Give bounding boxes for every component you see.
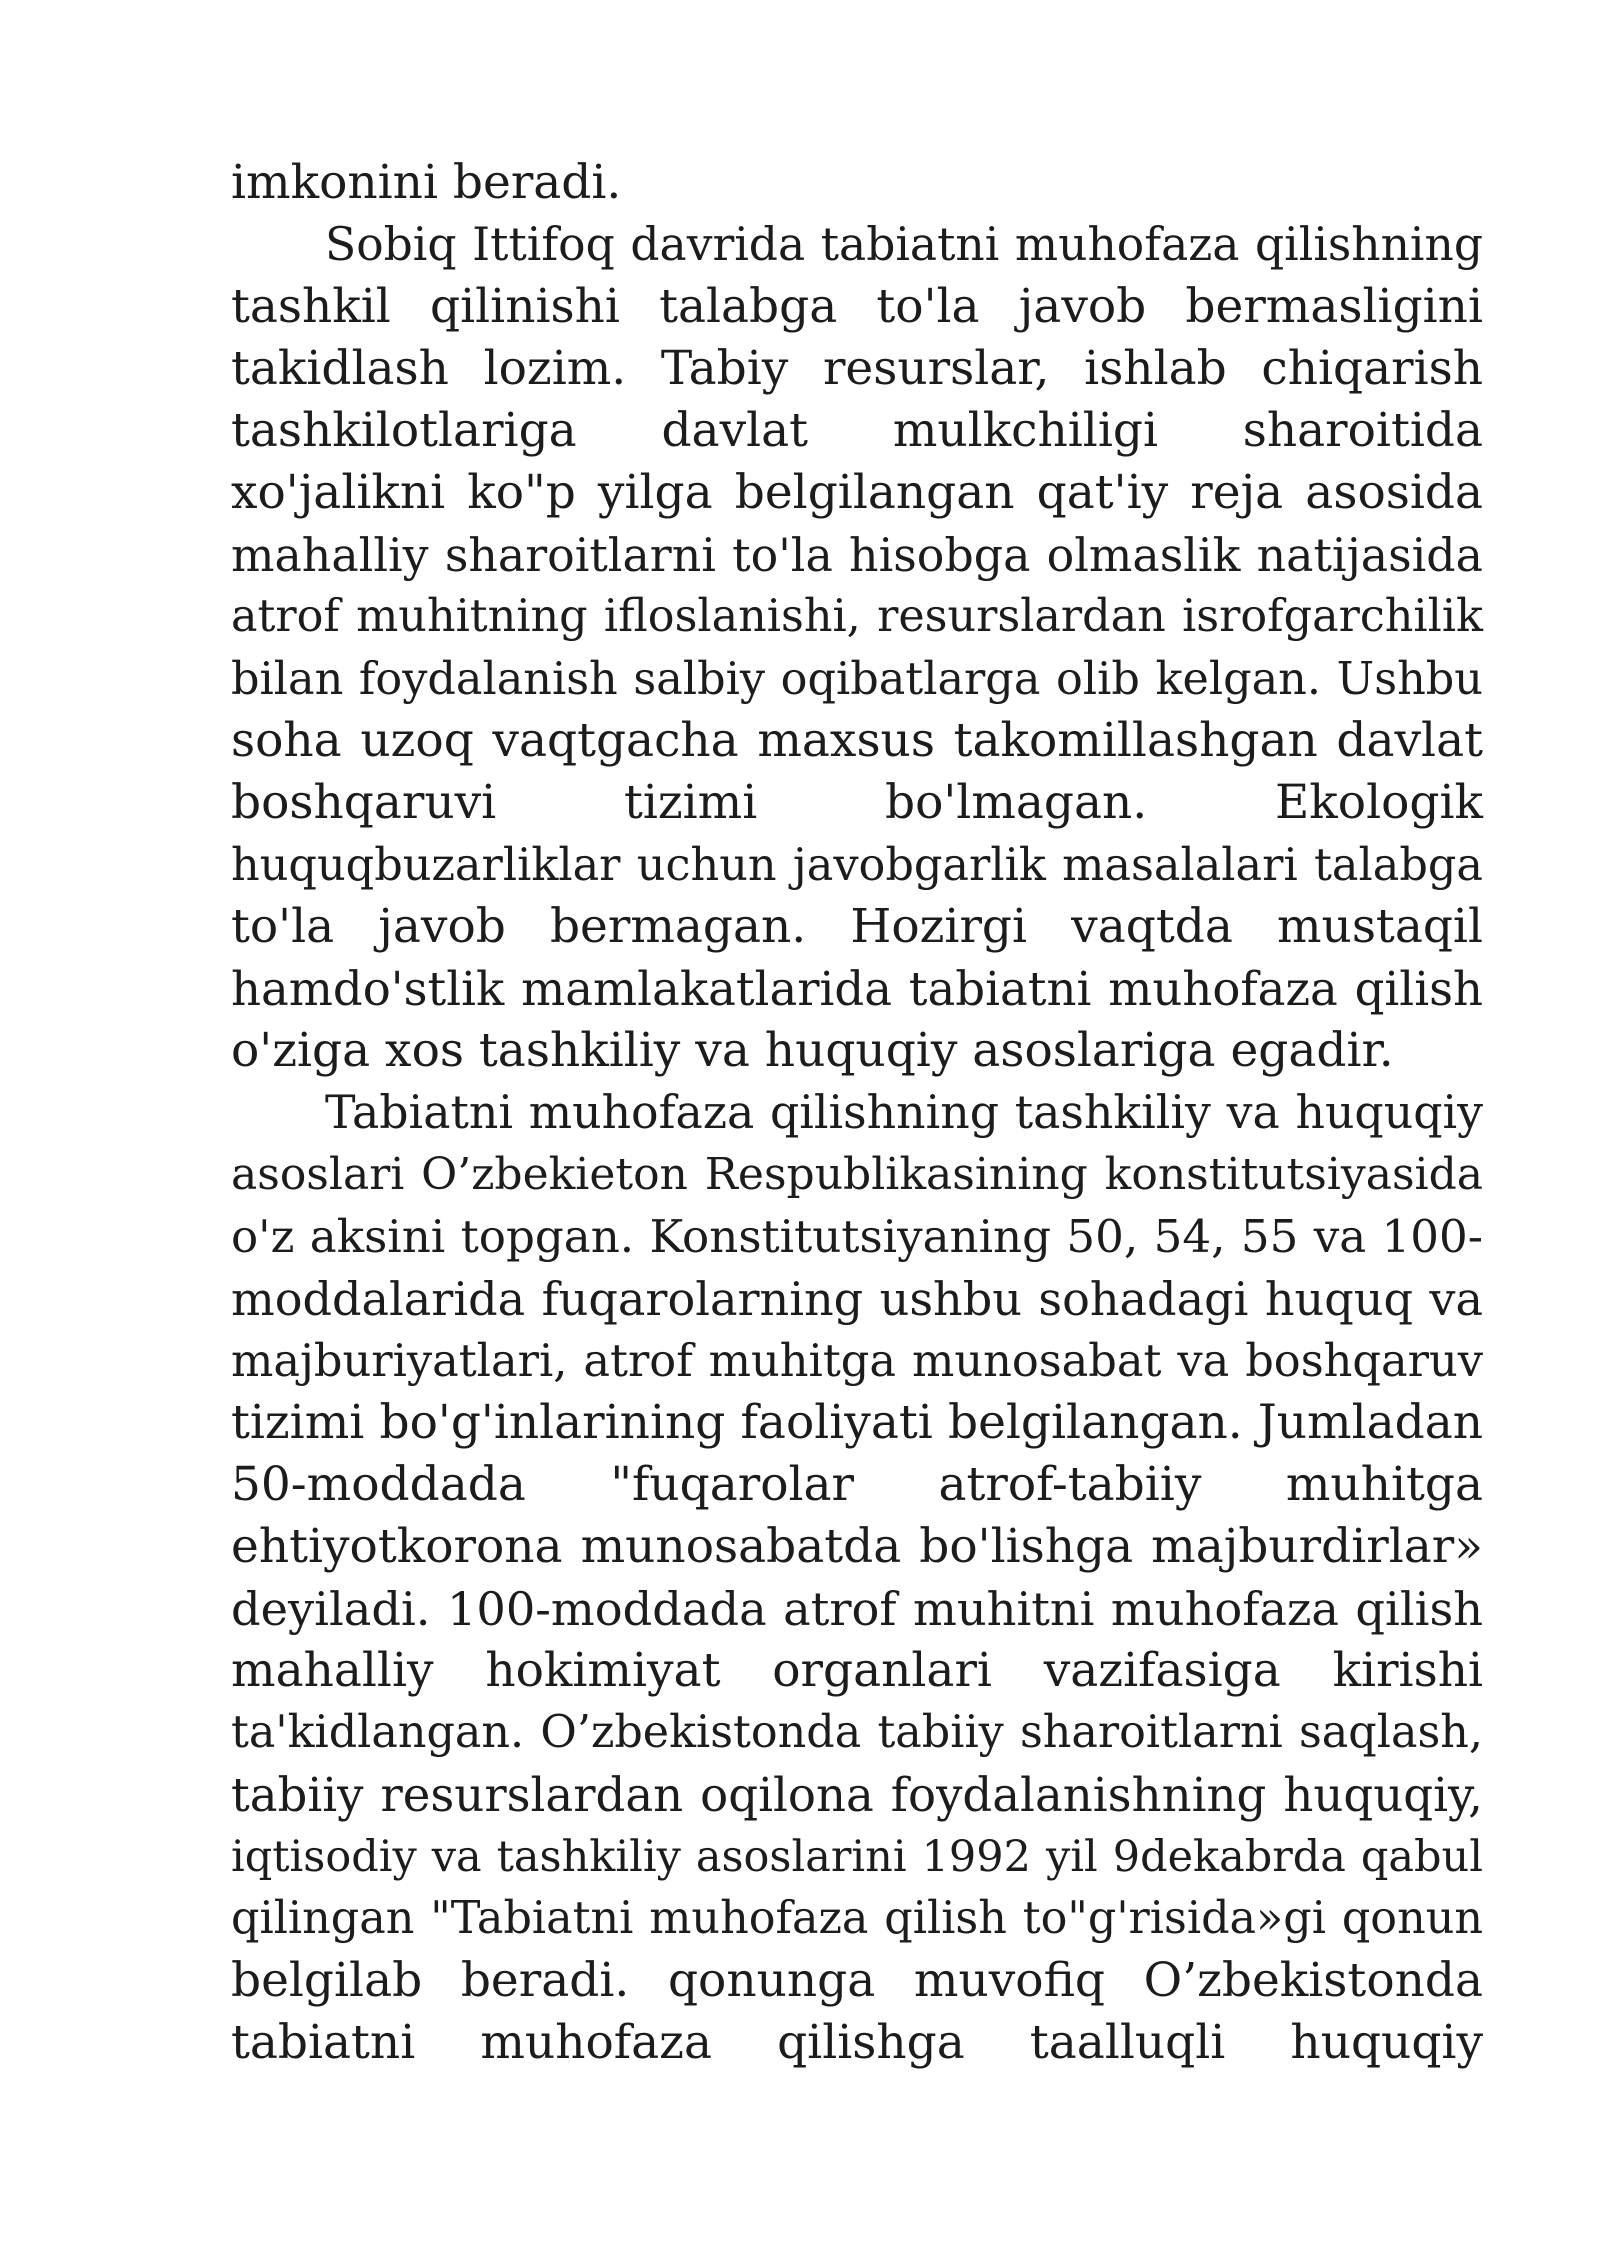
text-line: xo'jalikni ko"p yilga belgilangan qat'iy reja asosida: [231, 465, 1483, 520]
paragraph-first-line: Sobiq Ittifoq davrida tabiatni muhofaza qilishning: [325, 218, 1483, 271]
paragraph-first-line: Tabiatni muhofaza qilishning tashkiliy va huquqiy: [325, 1086, 1483, 1139]
text-line: boshqaruvi tizimi bo'lmagan. Ekologik: [231, 775, 1483, 830]
text-line: atrof muhitning ifloslanishi, resurslardan isrofgarchilik: [231, 591, 1483, 642]
text-line: o'z aksini topgan. Konstitutsiyaning 50, 54, 55 va 100-: [231, 1210, 1483, 1263]
text-line: ta'kidlangan. O’zbekistonda tabiiy sharoitlarni saqlash,: [231, 1707, 1483, 1758]
text-line: belgilab beradi. qonunga muvofiq O’zbekistonda: [231, 1953, 1483, 2008]
text-line: tizimi bo'g'inlarining faoliyati belgilangan. Jumladan: [231, 1395, 1483, 1450]
text-line: hamdo'stlik mamlakatlarida tabiatni muhofaza qilish: [231, 962, 1483, 1016]
text-line: to'la javob bermagan. Hozirgi vaqtda mustaqil: [231, 899, 1483, 954]
text-line: mahalliy hokimiyat organlari vazifasiga kirishi: [231, 1643, 1483, 1698]
text-line: tashkil qilinishi talabga to'la javob bermasligini: [231, 279, 1483, 334]
text-line: ehtiyotkorona munosabatda bo'lishga majburdirlar»: [231, 1519, 1483, 1574]
text-line: deyiladi. 100-moddada atrof muhitni muhofaza qilish: [231, 1582, 1483, 1636]
text-line: moddalarida fuqarolarning ushbu sohadagi huquq va: [231, 1272, 1483, 1326]
text-line: tabiatni muhofaza qilishga taalluqli huquqiy: [231, 2015, 1483, 2070]
text-line: qilingan "Tabiatni muhofaza qilish to"g'risida»gi qonun: [231, 1893, 1483, 1944]
text-line: bilan foydalanish salbiy oqibatlarga olib kelgan. Ushbu: [231, 653, 1483, 705]
text-line: tashkilotlariga davlat mulkchiligi sharoitida: [231, 403, 1483, 458]
text-line: iqtisodiy va tashkiliy asoslarini 1992 yil 9dekabrda qabul: [231, 1832, 1483, 1882]
text-line: tabiiy resurslardan oqilona foydalanishning huquqiy,: [231, 1768, 1483, 1822]
text-line: asoslari O’zbekieton Respublikasining konstitutsiyasida: [231, 1149, 1483, 1200]
text-line: mahalliy sharoitlarni to'la hisobga olmaslik natijasida: [231, 528, 1483, 582]
text-line: huquqbuzarliklar uchun javobgarlik masalalari talabga: [231, 839, 1483, 891]
text-line: majburiyatlari, atrof muhitga munosabat va boshqaruv: [231, 1335, 1483, 1387]
text-line: soha uzoq vaqtgacha maxsus takomillashgan davlat: [231, 713, 1483, 768]
text-line: o'ziga xos tashkiliy va huquqiy asoslariga egadir.: [231, 1023, 1394, 1078]
text-line: 50-moddada "fuqarolar atrof-tabiiy muhitga: [231, 1457, 1483, 1512]
text-line: imkonini beradi.: [231, 155, 622, 210]
text-line: takidlash lozim. Tabiy resurslar, ishlab chiqarish: [231, 341, 1483, 396]
body-text: [231, 152, 1483, 2074]
